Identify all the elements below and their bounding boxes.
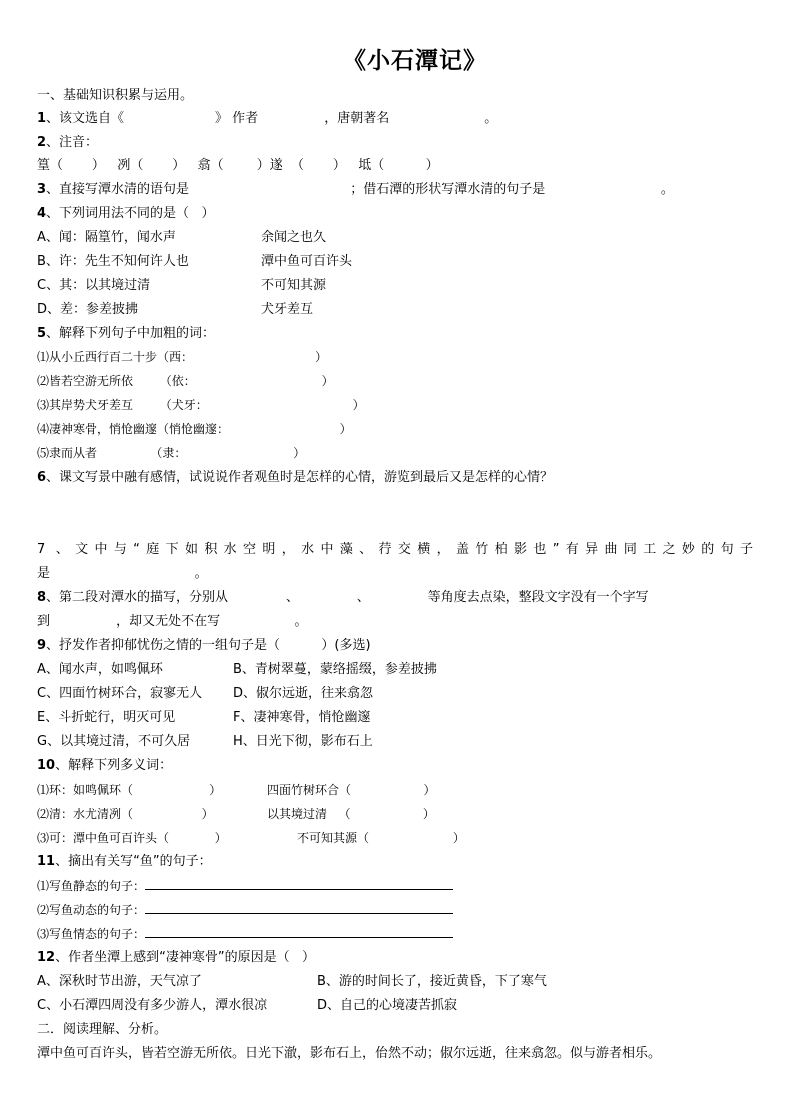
question-8-line-2: 到 ，却又无处不在写 。 [37,614,308,629]
question-11-text: 、摘出有关写“鱼”的句子： [55,854,212,869]
question-9-options-row: E、斗折蛇行，明灭可见 F、凄神寒骨，悄怆幽邃 [37,710,371,725]
question-5-item: ⑵皆若空游无所依 （依： ） [37,374,334,388]
question-4-number: 4 [37,206,47,221]
question-7-line-1: 7 、文中与“庭下如积水空明，水中藻、荇交横，盖竹柏影也”有异曲同工之妙的句子 [37,542,753,557]
section-one-heading: 一、基础知识积累与运用。 [37,88,194,103]
question-10-item: ⑴环：如鸣佩环（ ） 四面竹树环合（ ） [37,783,436,797]
question-6 [37,468,553,488]
question-4-option-d: D、差：参差披拂 犬牙差互 [37,302,314,317]
question-9-options-row: G、以其境过清，不可久居 H、日光下彻，影布石上 [37,734,373,749]
question-12-number: 12 [37,950,56,965]
reading-passage: 潭中鱼可百许头，皆若空游无所依。日光下澈，影布石上，佁然不动；俶尔远逝，往来翕忽。似与游者相乐。 [37,1046,662,1061]
question-3 [37,180,674,200]
question-2-pinyin-line: 篁（ ） 冽（ ） 翕（ ）遂 （ ） 坻（ ） [37,158,439,173]
question-5-item: ⑷凄神寒骨，悄怆幽邃（悄怆幽邃： ） [37,422,352,436]
question-11 [37,852,212,872]
question-4-option-a: A、闻：隔篁竹，闻水声 余闻之也久 [37,230,327,245]
answer-line[interactable] [145,877,453,890]
question-6-number: 6 [37,470,47,485]
question-12-options-row: A、深秋时节出游，天气凉了 B、游的时间长了，接近黄昏，下了寒气 [37,974,547,989]
question-1-number: 1 [37,111,47,126]
question-10-item: ⑶可：潭中鱼可百许头（ ） 不可知其源（ ） [37,831,465,845]
question-4 [37,204,214,224]
question-5-item: ⑸隶而从者 （隶： ） [37,446,306,460]
question-2 [37,133,98,153]
question-5-item: ⑶其岸势犬牙差互 （犬牙： ） [37,398,365,412]
question-11-number: 11 [37,854,56,869]
answer-line[interactable] [145,925,453,938]
question-4-text: 、下列词用法不同的是（ ） [46,206,215,221]
question-9-options-row: C、四面竹树环合，寂寥无人 D、俶尔远逝，往来翕忽 [37,686,374,701]
page-title: 《小石潭记》 [343,47,487,74]
question-2-text: 、注音： [46,135,99,150]
question-11-item: ⑶写鱼情态的句子： [37,924,453,944]
question-4-option-c: C、其：以其境过清 不可知其源 [37,278,327,293]
question-10-text: 、解释下列多义词： [55,758,173,773]
question-10-number: 10 [37,758,56,773]
question-5-text: 、解释下列句子中加粗的词： [46,326,216,341]
question-5-item: ⑴从小丘西行百二十步（西： ） [37,350,328,364]
question-11-item: ⑴写鱼静态的句子： [37,876,453,896]
question-6-text: 、课文写景中融有感情，试说说作者观鱼时是怎样的心情，游览到最后又是怎样的心情？ [46,470,554,485]
question-3-text: 、直接写潭水清的语句是 ；借石潭的形状写潭水清的句子是 。 [46,182,674,197]
question-5 [37,324,215,344]
section-two-heading: 二．阅读理解、分析。 [37,1022,168,1037]
question-1 [37,109,497,129]
question-11-item: ⑵写鱼动态的句子： [37,900,453,920]
question-9-number: 9 [37,638,47,653]
question-2-number: 2 [37,135,47,150]
question-1-text: 、该文选自《 》 作者 ，唐朝著名 。 [46,111,498,126]
question-4-option-b: B、许：先生不知何许人也 潭中鱼可百许头 [37,254,353,269]
question-12-text: 、作者坐潭上感到“凄神寒骨”的原因是（ ） [55,950,315,965]
question-9-text: 、抒发作者抑郁忧伤之情的一组句子是（ ）(多选) [46,638,371,653]
question-10 [37,756,172,776]
question-5-number: 5 [37,326,47,341]
question-12 [37,948,315,968]
question-9 [37,636,371,656]
question-10-item: ⑵清：水尤清冽（ ） 以其境过清 （ ） [37,807,435,821]
question-3-number: 3 [37,182,47,197]
question-8-line-1: 8、第二段对潭水的描写，分别从 、 、 等角度去点染，整段文字没有一个字写 [37,590,649,605]
question-7-line-2: 是 。 [37,566,208,581]
question-12-options-row: C、小石潭四周没有多少游人，潭水很凉 D、自己的心境凄苦抓寂 [37,998,458,1013]
question-9-options-row: A、闻水声，如鸣佩环 B、青树翠蔓，蒙络摇缀，参差披拂 [37,662,437,677]
answer-line[interactable] [145,901,453,914]
